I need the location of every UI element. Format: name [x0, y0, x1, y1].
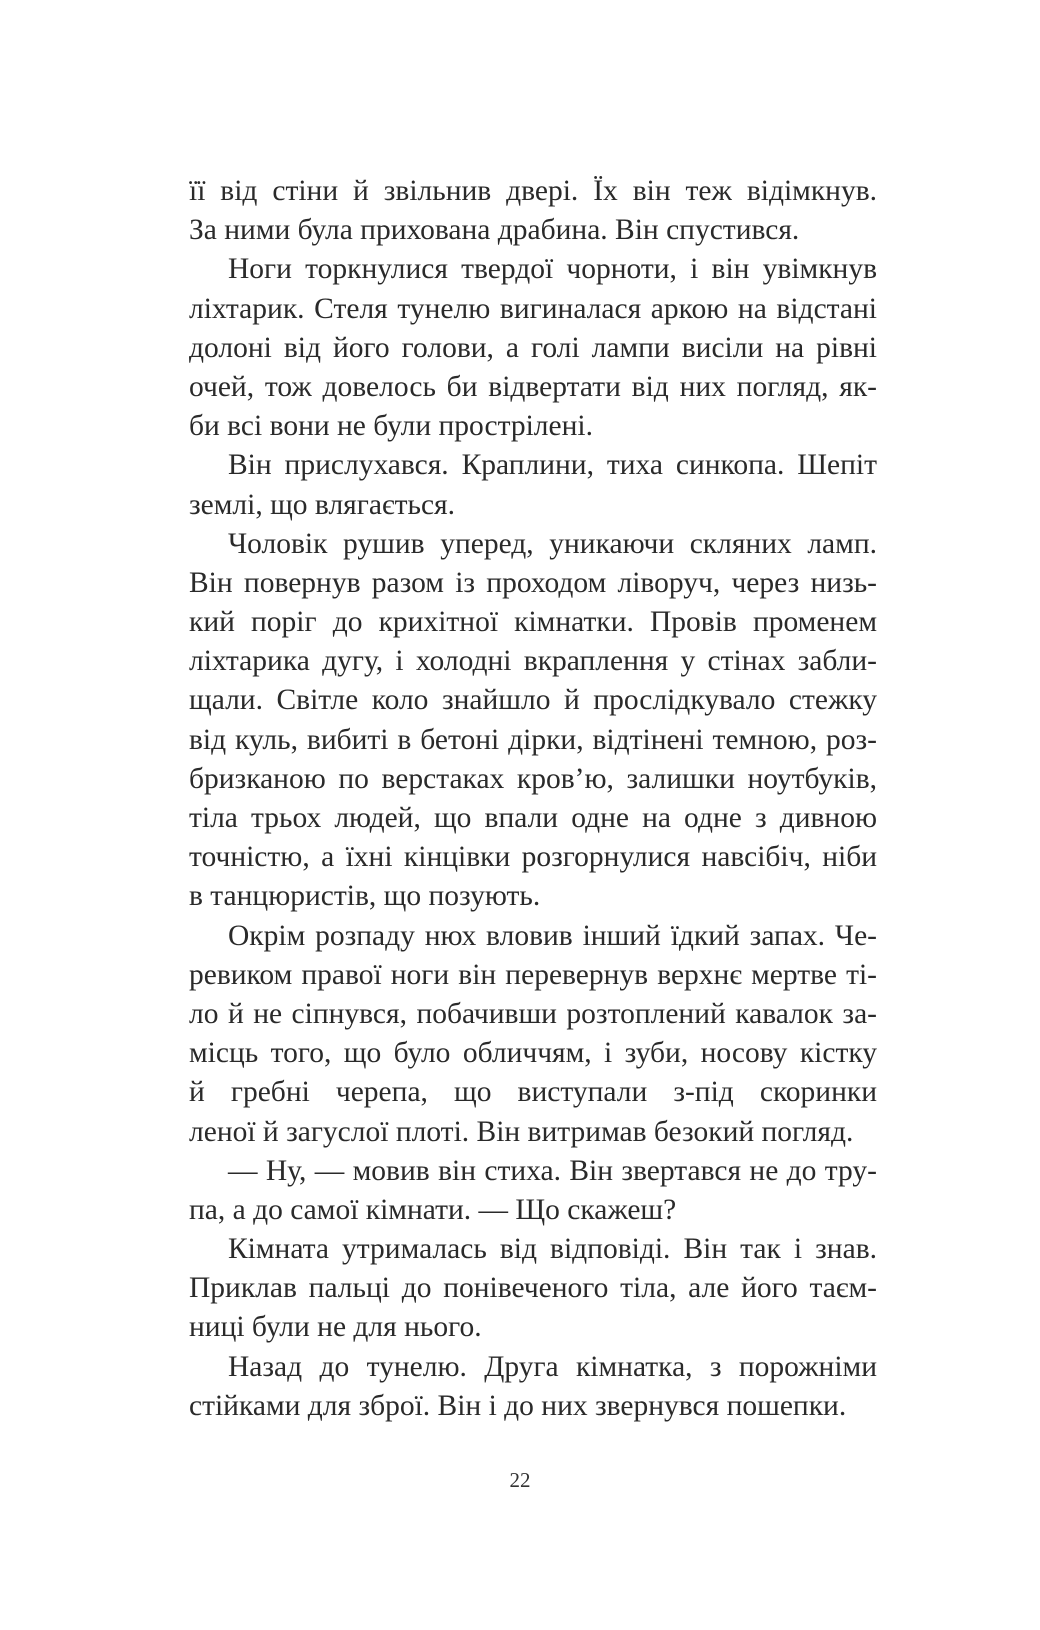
text-line: Приклав пальці до понівеченого тіла, але його таєм-: [189, 1272, 877, 1305]
text-line: Окрім розпаду нюх вловив інший їдкий запах. Че-: [228, 919, 877, 952]
text-line: землі, що влягається.: [189, 488, 455, 521]
text-line: в танцюристів, що позують.: [189, 880, 541, 913]
paragraph: [189, 446, 877, 524]
text-line: ліхтарика дугу, і холодні вкраплення у стінах забли-: [189, 645, 877, 678]
text-line: її від стіни й звільнив двері. Їх він теж відімкнув.: [189, 175, 877, 207]
text-line: па, а до самої кімнати. — Що скажеш?: [189, 1193, 677, 1226]
text-line: Чоловік рушив уперед, уникаючи скляних ламп.: [228, 527, 877, 560]
text-line: Він прислухався. Краплини, тиха синкопа. Шепіт: [228, 449, 877, 482]
text-line: ниці були не для нього.: [189, 1311, 482, 1344]
text-line: щали. Світле коло знайшло й прослідкувало стежку: [189, 684, 877, 717]
text-line: Кімната утрималась від відповіді. Він так і знав.: [228, 1233, 877, 1266]
paragraph: [189, 1348, 877, 1426]
text-line: очей, тож довелось би відвертати від них погляд, як-: [189, 370, 877, 403]
text-line: місць того, що було обличчям, і зуби, носову кістку: [189, 1037, 877, 1070]
text-line: — Ну, — мовив він стиха. Він звертався не до тру-: [228, 1154, 877, 1187]
text-line: ревиком правої ноги він перевернув верхнє мертве ті-: [189, 958, 877, 991]
paragraph: [189, 1152, 877, 1230]
paragraph: [189, 1230, 877, 1348]
text-line: долоні від його голови, а голі лампи висіли на рівні: [189, 331, 877, 364]
text-line: Назад до тунелю. Друга кімнатка, з порожніми: [228, 1350, 877, 1383]
text-line: й гребні черепа, що виступали з-під скоринки: [189, 1076, 877, 1109]
text-line: тіла трьох людей, що впали одне на одне з дивною: [189, 802, 877, 834]
text-line: стійками для зброї. Він і до них звернувся пошепки.: [189, 1389, 847, 1422]
text-line: точністю, а їхні кінцівки розгорнулися навсібіч, ніби: [189, 841, 877, 874]
paragraph: [189, 250, 877, 446]
text-line: кий поріг до крихітної кімнатки. Провів променем: [189, 606, 877, 639]
paragraph: [189, 525, 877, 917]
text-line: леної й загуслої плоті. Він витримав безокий погляд.: [189, 1115, 854, 1148]
text-line: від куль, вибиті в бетоні дірки, відтінені темною, роз-: [189, 723, 877, 756]
paragraph: [189, 917, 877, 1152]
text-line: би всі вони не були прострілені.: [189, 410, 593, 443]
text-line: Він повернув разом із проходом ліворуч, через низь-: [189, 566, 877, 599]
page-number: 22: [509, 1468, 531, 1492]
text-line: ло й не сіпнувся, побачивши розтоплений кавалок за-: [189, 997, 877, 1030]
body-text: [189, 172, 877, 1426]
paragraph: [189, 172, 877, 250]
text-line: За ними була прихована драбина. Він спустився.: [189, 214, 800, 247]
text-line: ліхтарик. Стеля тунелю вигиналася аркою на відстані: [189, 292, 877, 325]
text-line: Ноги торкнулися твердої чорноти, і він увімкнув: [228, 253, 877, 286]
text-line: бризканою по верстаках кров’ю, залишки ноутбуків,: [189, 762, 877, 795]
